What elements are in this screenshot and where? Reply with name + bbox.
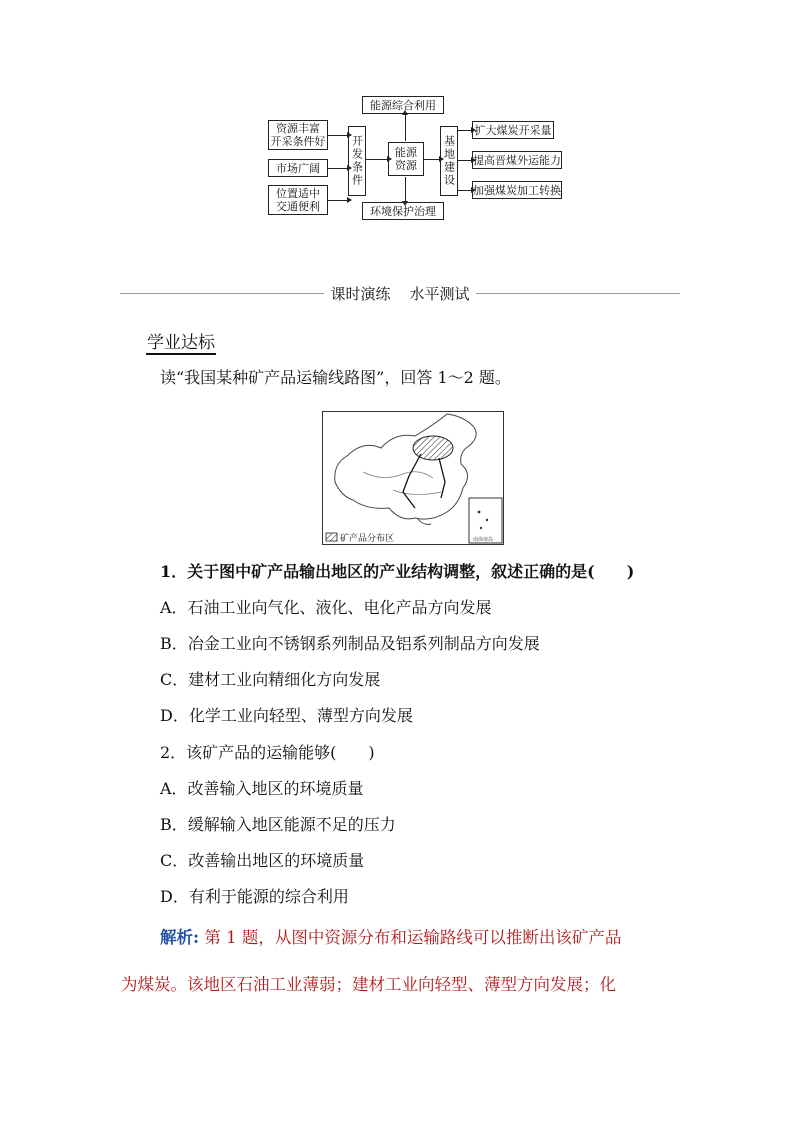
- diagram-right-column: 基地建设: [440, 126, 458, 196]
- question-2-option-b: B．缓解输入地区能源不足的压力: [160, 815, 396, 834]
- diagram-bottom-box: 环境保护治理: [362, 202, 444, 220]
- analysis-text-1: 第 1 题，从图中资源分布和运输路线可以推断出该矿产品: [204, 928, 622, 947]
- question-1-option-b: B．冶金工业向不锈钢系列制品及铝系列制品方向发展: [160, 634, 540, 653]
- intro-text: 读“我国某种矿产品运输线路图”，回答 1～2 题。: [160, 368, 511, 387]
- map-legend: 矿产品分布区: [340, 534, 395, 544]
- inset-label: 南海诸岛: [473, 537, 494, 543]
- analysis-line-2: 为煤炭。该地区石油工业薄弱；建材工业向轻型、薄型方向发展；化: [121, 975, 616, 994]
- section-title: [120, 283, 680, 303]
- section-title-text: 课时演练 水平测试: [330, 284, 470, 303]
- question-1-option-d: D．化学工业向轻型、薄型方向发展: [160, 706, 413, 725]
- question-2-option-d: D．有利于能源的综合利用: [160, 887, 349, 906]
- diagram-center-box: 能源 资源: [388, 142, 424, 176]
- question-1-option-a: A．石油工业向气化、液化、电化产品方向发展: [160, 598, 492, 617]
- diagram-left-item-1: 资源丰富 开采条件好: [268, 120, 328, 150]
- question-1-option-c: C．建材工业向精细化方向发展: [160, 670, 381, 689]
- diagram-left-column: 开发条件: [348, 126, 366, 196]
- diagram-right-item-3: 加强煤炭加工转换: [472, 181, 562, 199]
- question-2-option-a: A．改善输入地区的环境质量: [160, 779, 364, 798]
- transport-map: [322, 411, 504, 545]
- diagram-left-item-2: 市场广阔: [268, 159, 328, 177]
- question-2-stem: 2．该矿产品的运输能够( ): [160, 743, 375, 762]
- analysis-label: 解析:: [160, 928, 200, 947]
- level-tag: 学业达标: [147, 333, 215, 353]
- question-1-stem: 1．关于图中矿产品输出地区的产业结构调整，叙述正确的是( ): [160, 562, 635, 581]
- analysis-line-1: [160, 928, 621, 948]
- question-2-option-c: C．改善输出地区的环境质量: [160, 851, 365, 870]
- diagram-top-box: 能源综合利用: [362, 96, 444, 114]
- legend-swatch: [326, 533, 337, 541]
- diagram-right-item-2: 提高晋煤外运能力: [472, 151, 562, 169]
- transport-route: [403, 454, 421, 508]
- diagram-left-item-3: 位置适中 交通便利: [268, 185, 328, 215]
- diagram-right-item-1: 扩大煤炭开采量: [472, 121, 554, 139]
- china-map-outline: [323, 412, 503, 544]
